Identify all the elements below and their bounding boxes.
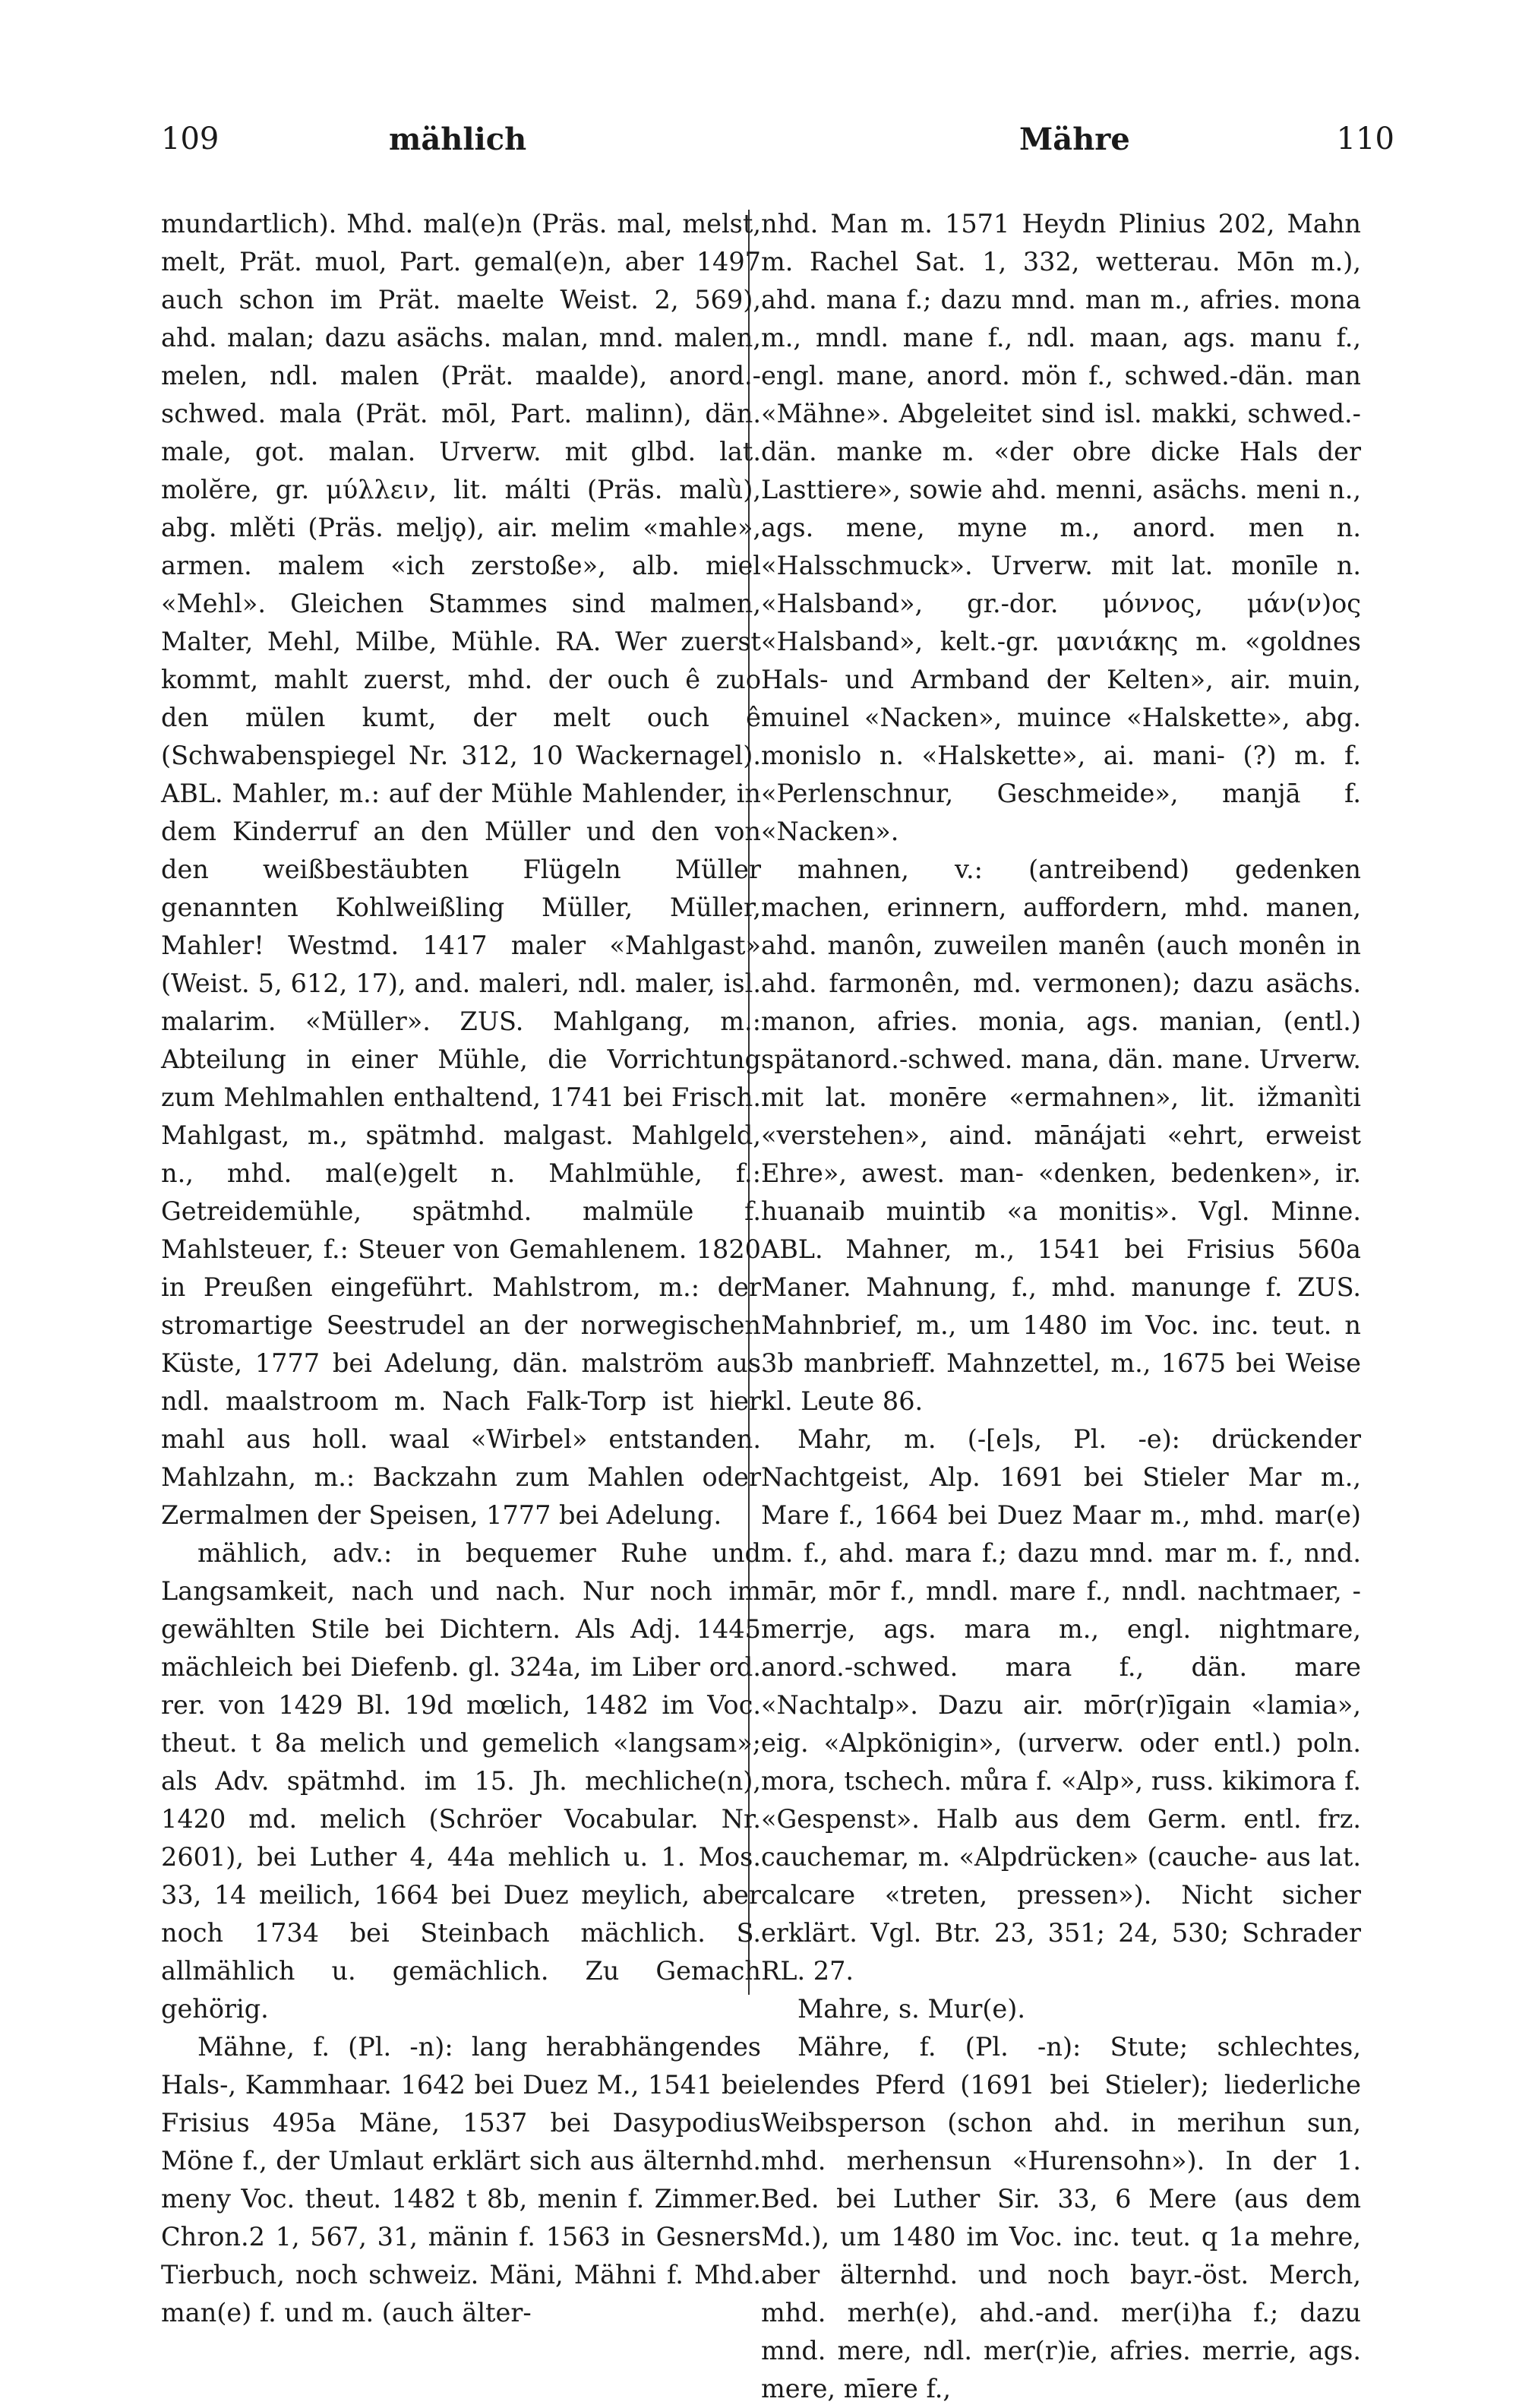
entry-maehre: Mähre, f. (Pl. -n): Stute; schlechtes, elendes Pferd (1691 bei Stieler); liederliche Weibsperson (schon ahd. in merihun sun, mhd. merhensun «Hurensohn»). In der 1. Bed. bei Luther Sir. 33, 6 Mere (aus dem Md.), um 1480 im Voc. inc. teut. q 1a mehre, aber älternhd. und noch bayr.-öst. Merch, mhd. merh(e), ahd.-and. mer(i)ha f.; dazu mnd. mere, ndl. mer(r)ie, afries. merrie, ags. mere, mīere f.,: [761, 2032, 1361, 2403]
entry-maehlich: mählich, adv.: in bequemer Ruhe und Langsamkeit, nach und nach. Nur noch im gewählten Stile bei Dichtern. Als Adj. 1445 mächleich bei Diefenb. gl. 324a, im Liber ord. rer. von 1429 Bl. 19d mœlich, 1482 im Voc. theut. t 8a melich und gemelich «langsam»; als Adv. spätmhd. im 15. Jh. mechliche(n), 1420 md. melich (Schröer Vocabular. Nr. 2601), bei Luther 4, 44a mehlich u. 1. Mos. 33, 14 meilich, 1664 bei Duez meylich, aber noch 1734 bei Steinbach mächlich. S. allmählich u. gemächlich. Zu Gemach gehörig.: [161, 1538, 761, 2024]
running-head-left: mählich: [389, 122, 527, 157]
entry-mahre-ref: Mahre, s. Mur(e).: [797, 1994, 1025, 2024]
entry-mahr: Mahr, m. (-[e]s, Pl. -e): drückender Nachtgeist, Alp. 1691 bei Stieler Mar m., Mare f., 1664 bei Duez Maar m., mhd. mar(e) m. f., ahd. mara f.; dazu mnd. mar m. f., nnd. mār, mōr f., mndl. mare f., nndl. nachtmaer, -merrje, ags. mara m., engl. nightmare, anord.-schwed. mara f., dän. mare «Nachtalp». Dazu air. mōr(r)īgain «lamia», eig. «Alpkönigin», (urverw. oder entl.) poln. mora, tschech. můra f. «Alp», russ. kikimora f. «Gespenst». Halb aus dem Germ. entl. frz. cauchemar, m. «Alpdrücken» (cauche- aus lat. calcare «treten, pressen»). Nicht sicher erklärt. Vgl. Btr. 23, 351; 24, 530; Schrader RL. 27.: [761, 1424, 1361, 1986]
page-number-left: 109: [161, 122, 219, 156]
running-head-right: Mähre: [1019, 122, 1130, 157]
entry-mahnen: mahnen, v.: (antreibend) gedenken machen, erinnern, auffordern, mhd. manen, ahd. manôn, zuweilen manên (auch monên in ahd. farmonên, md. vermonen); dazu asächs. manon, afries. monia, ags. manian, (entl.) spätanord.-schwed. mana, dän. mane. Urverw. mit lat. monēre «ermahnen», lit. ižmanìti «verstehen», aind. mānájati «ehrt, erweist Ehre», awest. man- «denken, bedenken», ir. huanaib muintib «a monitis». Vgl. Minne. ABL. Mahner, m., 1541 bei Frisius 560a Maner. Mahnung, f., mhd. manunge f. ZUS. Mahnbrief, m., um 1480 im Voc. inc. teut. n 3b manbrieff. Mahnzettel, m., 1675 bei Weise kl. Leute 86.: [761, 855, 1361, 1416]
entry-paragraph: nhd. Man m. 1571 Heydn Plinius 202, Mahn m. Rachel Sat. 1, 332, wetterau. Mōn m.), ahd. mana f.; dazu mnd. man m., afries. mona m., mndl. mane f., ndl. maan, ags. manu f., engl. mane, anord. mön f., schwed.-dän. man «Mähne». Abgeleitet sind isl. makki, schwed.-dän. manke m. «der obre dicke Hals der Lasttiere», sowie ahd. menni, asächs. meni n., ags. mene, myne m., anord. men n. «Halsschmuck». Urverw. mit lat. monīle n. «Halsband», gr.-dor. μόννος, μάν(ν)ος «Halsband», kelt.-gr. μανιάκης m. «goldnes Hals- und Armband der Kelten», air. muin, muinel «Nacken», muince «Halskette», abg. monislo n. «Halskette», ai. mani- (?) m. f. «Perlenschnur, Geschmeide», manjā f. «Nacken».: [761, 209, 1361, 846]
page-number-right: 110: [1336, 122, 1394, 156]
page-header: [161, 122, 1394, 182]
left-column: [161, 205, 761, 2332]
entry-paragraph: mundartlich). Mhd. mal(e)n (Präs. mal, melst, melt, Prät. muol, Part. gemal(e)n, aber 1497 auch schon im Prät. maelte Weist. 2, 569), ahd. malan; dazu asächs. malan, mnd. malen, melen, ndl. malen (Prät. maalde), anord.-schwed. mala (Prät. mōl, Part. malinn), dän. male, got. malan. Urverw. mit glbd. lat. molĕre, gr. μύλλειν, lit. málti (Präs. malù), abg. mlěti (Präs. meljǫ), air. melim «mahle», armen. malem «ich zerstoße», alb. miel «Mehl». Gleichen Stammes sind malmen, Malter, Mehl, Milbe, Mühle. RA. Wer zuerst kommt, mahlt zuerst, mhd. der ouch ê zuo den mülen kumt, der melt ouch ê (Schwabenspiegel Nr. 312, 10 Wackernagel). ABL. Mahler, m.: auf der Mühle Mahlender, in dem Kinderruf an den Müller und den von den weißbestäubten Flügeln Müller genannten Kohlweißling Müller, Müller, Mahler! Westmd. 1417 maler «Mahlgast» (Weist. 5, 612, 17), and. maleri, ndl. maler, isl. malarim. «Müller». ZUS. Mahlgang, m.: Abteilung in einer Mühle, die Vorrichtung zum Mehlmahlen enthaltend, 1741 bei Frisch. Mahlgast, m., spätmhd. malgast. Mahlgeld, n., mhd. mal(e)gelt n. Mahlmühle, f.: Getreidemühle, spätmhd. malmüle f. Mahlsteuer, f.: Steuer von Gemahlenem. 1820 in Preußen eingeführt. Mahlstrom, m.: der stromartige Seestrudel an der norwegischen Küste, 1777 bei Adelung, dän. malström aus ndl. maalstroom m. Nach Falk-Torp ist hier mahl aus holl. waal «Wirbel» entstanden. Mahlzahn, m.: Backzahn zum Mahlen oder Zermalmen der Speisen, 1777 bei Adelung.: [161, 209, 761, 1530]
right-column: [761, 205, 1361, 2408]
entry-maehne: Mähne, f. (Pl. -n): lang herabhängendes Hals-, Kammhaar. 1642 bei Duez M., 1541 bei Frisius 495a Mäne, 1537 bei Dasypodius Möne f., der Umlaut erklärt sich aus älternhd. meny Voc. theut. 1482 t 8b, menin f. Zimmer. Chron.2 1, 567, 31, mänin f. 1563 in Gesners Tierbuch, noch schweiz. Mäni, Mähni f. Mhd. man(e) f. und m. (auch älter-: [161, 2032, 761, 2327]
